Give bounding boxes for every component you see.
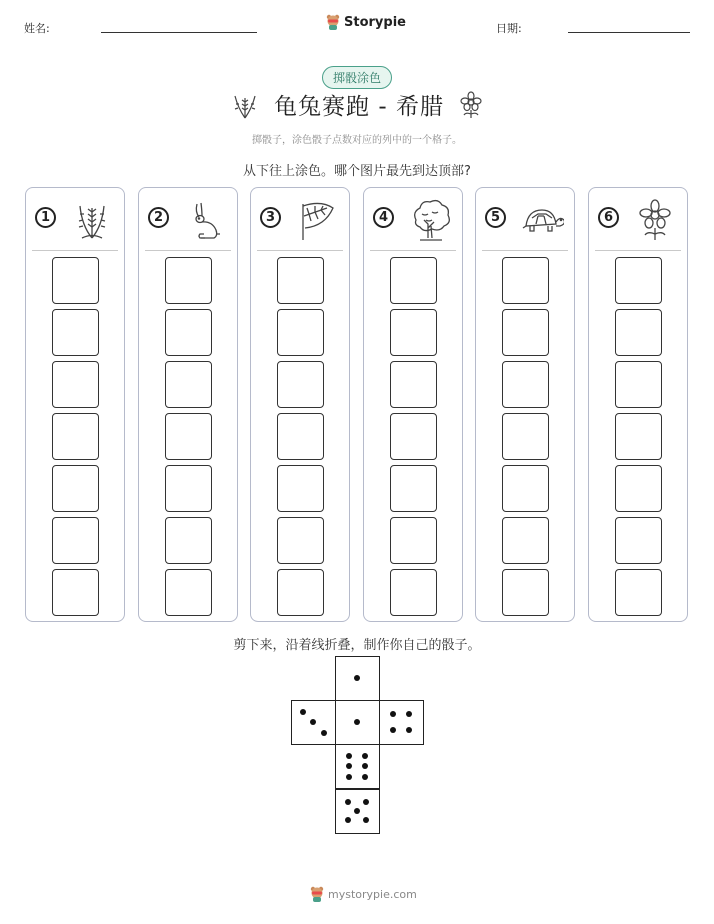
coloring-box[interactable] [502, 517, 549, 564]
column-number: 4 [373, 207, 394, 228]
coloring-box[interactable] [615, 413, 662, 460]
die-pip [310, 719, 316, 725]
die-pip [346, 763, 352, 769]
coloring-box[interactable] [390, 517, 437, 564]
coloring-box[interactable] [165, 361, 212, 408]
die-face-1 [335, 656, 380, 701]
coloring-box[interactable] [277, 361, 324, 408]
column-header [139, 188, 237, 250]
coloring-box[interactable] [52, 517, 99, 564]
coloring-box[interactable] [52, 413, 99, 460]
die-face-5 [335, 789, 380, 834]
turtle-icon [520, 198, 564, 242]
column-4 [363, 187, 463, 622]
footer [310, 886, 417, 902]
bear-mascot-icon [310, 886, 324, 902]
coloring-box[interactable] [390, 413, 437, 460]
coloring-box[interactable] [390, 309, 437, 356]
column-5 [475, 187, 575, 622]
coloring-box[interactable] [165, 465, 212, 512]
coloring-box[interactable] [52, 361, 99, 408]
coloring-box[interactable] [502, 413, 549, 460]
die-pip [321, 730, 327, 736]
footer-url[interactable]: mystorypie.com [328, 887, 417, 901]
coloring-box[interactable] [165, 257, 212, 304]
die-pip [346, 753, 352, 759]
column-number: 1 [35, 207, 56, 228]
column-2 [138, 187, 238, 622]
die-pip [362, 753, 368, 759]
coloring-box[interactable] [390, 257, 437, 304]
die-pip [363, 799, 369, 805]
coloring-box[interactable] [502, 569, 549, 616]
die-pip [390, 711, 396, 717]
coloring-box[interactable] [277, 569, 324, 616]
coloring-box[interactable] [615, 569, 662, 616]
column-1 [25, 187, 125, 622]
bear-mascot-icon [326, 14, 340, 30]
coloring-box[interactable] [165, 517, 212, 564]
column-divider [257, 250, 343, 251]
column-divider [595, 250, 681, 251]
leaf-icon [295, 198, 339, 242]
coloring-box[interactable] [615, 257, 662, 304]
column-number: 6 [598, 207, 619, 228]
die-face-3 [291, 700, 336, 745]
coloring-box[interactable] [277, 309, 324, 356]
flower-icon [458, 91, 484, 119]
page-title: 龟兔赛跑 - 希腊 [274, 94, 444, 120]
activity-badge: 掷骰涂色 [322, 66, 392, 89]
die-pip [300, 709, 306, 715]
die-pip [406, 711, 412, 717]
date-line[interactable] [568, 32, 690, 33]
subtitle: 掷骰子，涂色骰子点数对应的列中的一个格子。 [252, 135, 462, 146]
coloring-box[interactable] [277, 257, 324, 304]
brand-logo [326, 14, 406, 30]
date-label: 日期: [496, 22, 522, 35]
coloring-box[interactable] [277, 465, 324, 512]
name-label: 姓名: [24, 22, 50, 35]
coloring-box[interactable] [615, 517, 662, 564]
die-instruction: 剪下来，沿着线折叠，制作你自己的骰子。 [233, 638, 481, 653]
coloring-box[interactable] [165, 569, 212, 616]
column-header [589, 188, 687, 250]
die-face-4 [379, 700, 424, 745]
coloring-box[interactable] [502, 465, 549, 512]
coloring-box[interactable] [390, 361, 437, 408]
coloring-box[interactable] [165, 309, 212, 356]
column-header [26, 188, 124, 250]
rabbit-icon [183, 198, 227, 242]
coloring-box[interactable] [390, 569, 437, 616]
die-pip [362, 763, 368, 769]
fern-icon [230, 90, 260, 120]
die-face-6 [335, 744, 380, 789]
column-header [251, 188, 349, 250]
die-pip [362, 774, 368, 780]
coloring-box[interactable] [277, 517, 324, 564]
die-pip [390, 727, 396, 733]
column-header [364, 188, 462, 250]
coloring-box[interactable] [390, 465, 437, 512]
coloring-box[interactable] [502, 257, 549, 304]
name-line[interactable] [101, 32, 257, 33]
coloring-box[interactable] [277, 413, 324, 460]
column-6 [588, 187, 688, 622]
coloring-instruction: 从下往上涂色。哪个图片最先到达顶部? [243, 164, 471, 179]
column-divider [370, 250, 456, 251]
coloring-box[interactable] [502, 309, 549, 356]
coloring-box[interactable] [502, 361, 549, 408]
column-header [476, 188, 574, 250]
fern-icon [70, 198, 114, 242]
column-divider [32, 250, 118, 251]
die-pip [345, 817, 351, 823]
die-pip [345, 799, 351, 805]
column-number: 2 [148, 207, 169, 228]
die-face-1 [335, 700, 380, 745]
coloring-box[interactable] [52, 569, 99, 616]
tree-icon [408, 198, 452, 242]
column-number: 5 [485, 207, 506, 228]
flower-icon [633, 198, 677, 242]
die-pip [346, 774, 352, 780]
coloring-box[interactable] [52, 465, 99, 512]
coloring-box[interactable] [52, 309, 99, 356]
die-pip [354, 675, 360, 681]
die-pip [354, 719, 360, 725]
die-pip [363, 817, 369, 823]
coloring-box[interactable] [615, 465, 662, 512]
die-pip [354, 808, 360, 814]
coloring-box[interactable] [165, 413, 212, 460]
column-divider [482, 250, 568, 251]
column-divider [145, 250, 231, 251]
brand-name: Storypie [344, 14, 406, 30]
column-number: 3 [260, 207, 281, 228]
die-pip [406, 727, 412, 733]
coloring-box[interactable] [615, 309, 662, 356]
coloring-box[interactable] [615, 361, 662, 408]
column-3 [250, 187, 350, 622]
coloring-box[interactable] [52, 257, 99, 304]
